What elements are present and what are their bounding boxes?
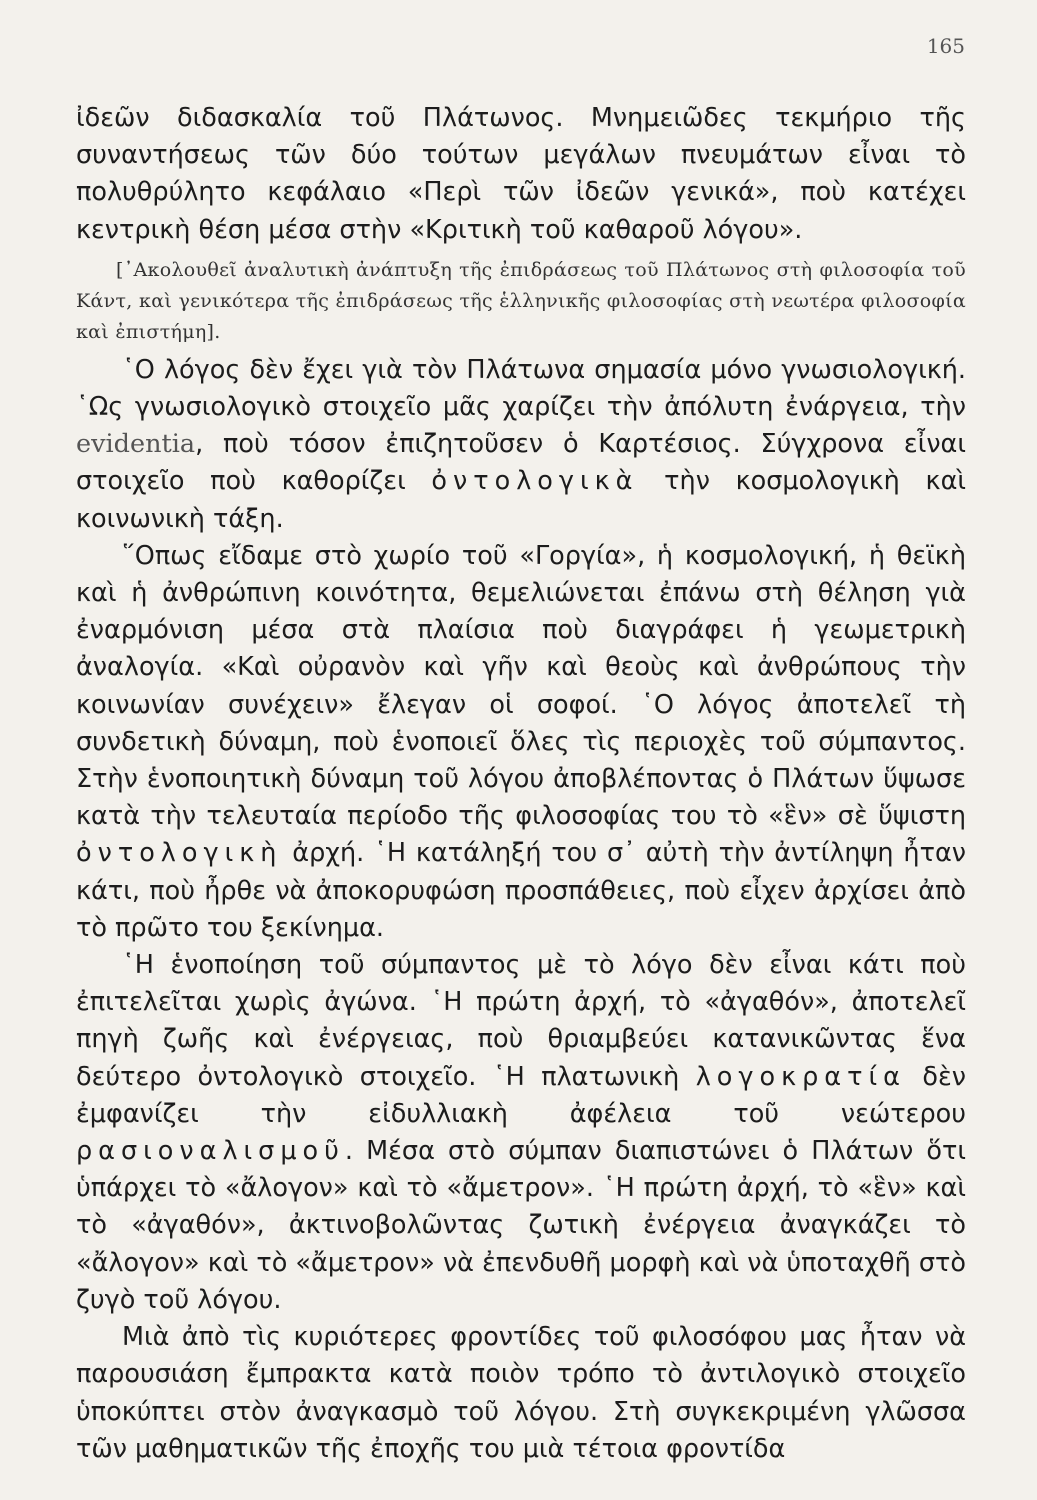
paragraph-5: Μιὰ ἀπὸ τὶς κυριότερες φροντίδες τοῦ φιλοσόφου μας ἦταν νὰ παρουσιάση ἔμπρακτα κατὰ ποιὸν τρόπο τὸ ἀντιλογικὸ στοιχεῖο ὑποκύπτει στὸν ἀναγκασμὸ τοῦ λόγου. Στὴ συγκεκριμένη γλῶσσα τῶν μαθηματικῶν τῆς ἐποχῆς του μιὰ τέτοια φροντίδα [76,1322,966,1464]
paragraph-1: ἰδεῶν διδασκαλία τοῦ Πλάτωνος. Μνημειῶδες τεκμήριο τῆς συναντήσεως τῶν δύο τούτων μεγάλων πνευμάτων εἶναι τὸ πολυθρύλητο κεφάλαιο «Περὶ τῶν ἰδεῶν γενικά», ποὺ κατέχει κεντρικὴ θέση μέσα στὴν «Κριτικὴ τοῦ καθαροῦ λόγου». [76,103,966,245]
editorial-note: [᾿Ακολουθεῖ ἀναλυτικὴ ἀνάπτυξη τῆς ἐπιδράσεως τοῦ Πλάτωνος στὴ φιλοσοφία τοῦ Κάντ, καὶ γενικότερα τῆς ἐπιδράσεως τῆς ἑλληνικῆς φιλοσοφίας στὴ νεωτέρα φιλοσοφία καὶ ἐπιστήμη]. [76,258,966,343]
body-text [76,100,966,1468]
emphasis-spaced: λογοκρατία [695,1061,906,1092]
paragraph-4: ῾Η ἑνοποίηση τοῦ σύμπαντος μὲ τὸ λόγο δὲν εἶναι κάτι ποὺ ἐπιτελεῖται χωρὶς ἀγώνα. ῾Η πρώτη ἀρχή, τὸ «ἀγαθόν», ἀποτελεῖ πηγὴ ζωῆς καὶ ἐνέργειας, ποὺ θριαμβεύει κατανικῶντας ἕνα δεύτερο ὀντολογικὸ στοιχεῖο. ῾Η πλατωνικὴ λογοκρατία δὲν ἐμφανίζει τὴν εἰδυλλιακὴ ἀφέλεια τοῦ νεώτερου ρασιοναλισμοῦ. Μέσα στὸ σύμπαν διαπιστώνει ὁ Πλάτων ὅτι ὑπάρχει τὸ «ἄλογον» καὶ τὸ «ἄμετρον». ῾Η πρώτη ἀρχή, τὸ «ἓν» καὶ τὸ «ἀγαθόν», ἀκτινοβολῶντας ζωτικὴ ἐνέργεια ἀναγκάζει τὸ «ἄλογον» καὶ τὸ «ἄμετρον» νὰ ἐπενδυθῆ μορφὴ καὶ νὰ ὑποταχθῆ στὸ ζυγὸ τοῦ λόγου. [76,950,966,1315]
emphasis-spaced: ρασιοναλισμοῦ [76,1136,345,1167]
page-number: 165 [926,34,965,58]
latin-term: evidentia [76,429,196,460]
emphasis-spaced: ὀντολογικὴ [76,838,283,869]
emphasis-spaced: ὀντολογικὰ [431,466,639,497]
paragraph-3: ῞Οπως εἴδαμε στὸ χωρίο τοῦ «Γοργία», ἡ κοσμολογική, ἡ θεϊκὴ καὶ ἡ ἀνθρώπινη κοινότητα, θεμελιώνεται ἐπάνω στὴ θέληση γιὰ ἐναρμόνιση μέσα στὰ πλαίσια ποὺ διαγράφει ἡ γεωμετρικὴ ἀναλογία. «Καὶ οὐρανὸν καὶ γῆν καὶ θεοὺς καὶ ἀνθρώπους τὴν κοινωνίαν συνέχειν» ἔλεγαν οἱ σοφοί. ῾Ο λόγος ἀποτελεῖ τὴ συνδετικὴ δύναμη, ποὺ ἑνοποιεῖ ὅλες τὶς περιοχὲς τοῦ σύμπαντος. Στὴν ἑνοποιητικὴ δύναμη τοῦ λόγου ἀποβλέποντας ὁ Πλάτων ὕψωσε κατὰ τὴν τελευταία περίοδο τῆς φιλοσοφίας του τὸ «ἓν» σὲ ὕψιστη ὀντολογικὴ ἀρχή. ῾Η κατάληξή του σ᾿ αὐτὴ τὴν ἀντίληψη ἦταν κάτι, ποὺ ἦρθε νὰ ἀποκορυφώση προσπάθειες, ποὺ εἶχεν ἀρχίσει ἀπὸ τὸ πρῶτο του ξεκίνημα. [76,540,966,943]
paragraph-2: ῾Ο λόγος δὲν ἔχει γιὰ τὸν Πλάτωνα σημασία μόνο γνωσιολογική. ῾Ως γνωσιολογικὸ στοιχεῖο μᾶς χαρίζει τὴν ἀπόλυτη ἐνάργεια, τὴν evidentia, ποὺ τόσον ἐπιζητοῦσεν ὁ Καρτέσιος. Σύγχρονα εἶναι στοιχεῖο ποὺ καθορίζει ὀντολογικὰ τὴν κοσμολογικὴ καὶ κοινωνικὴ τάξη. [76,354,967,534]
